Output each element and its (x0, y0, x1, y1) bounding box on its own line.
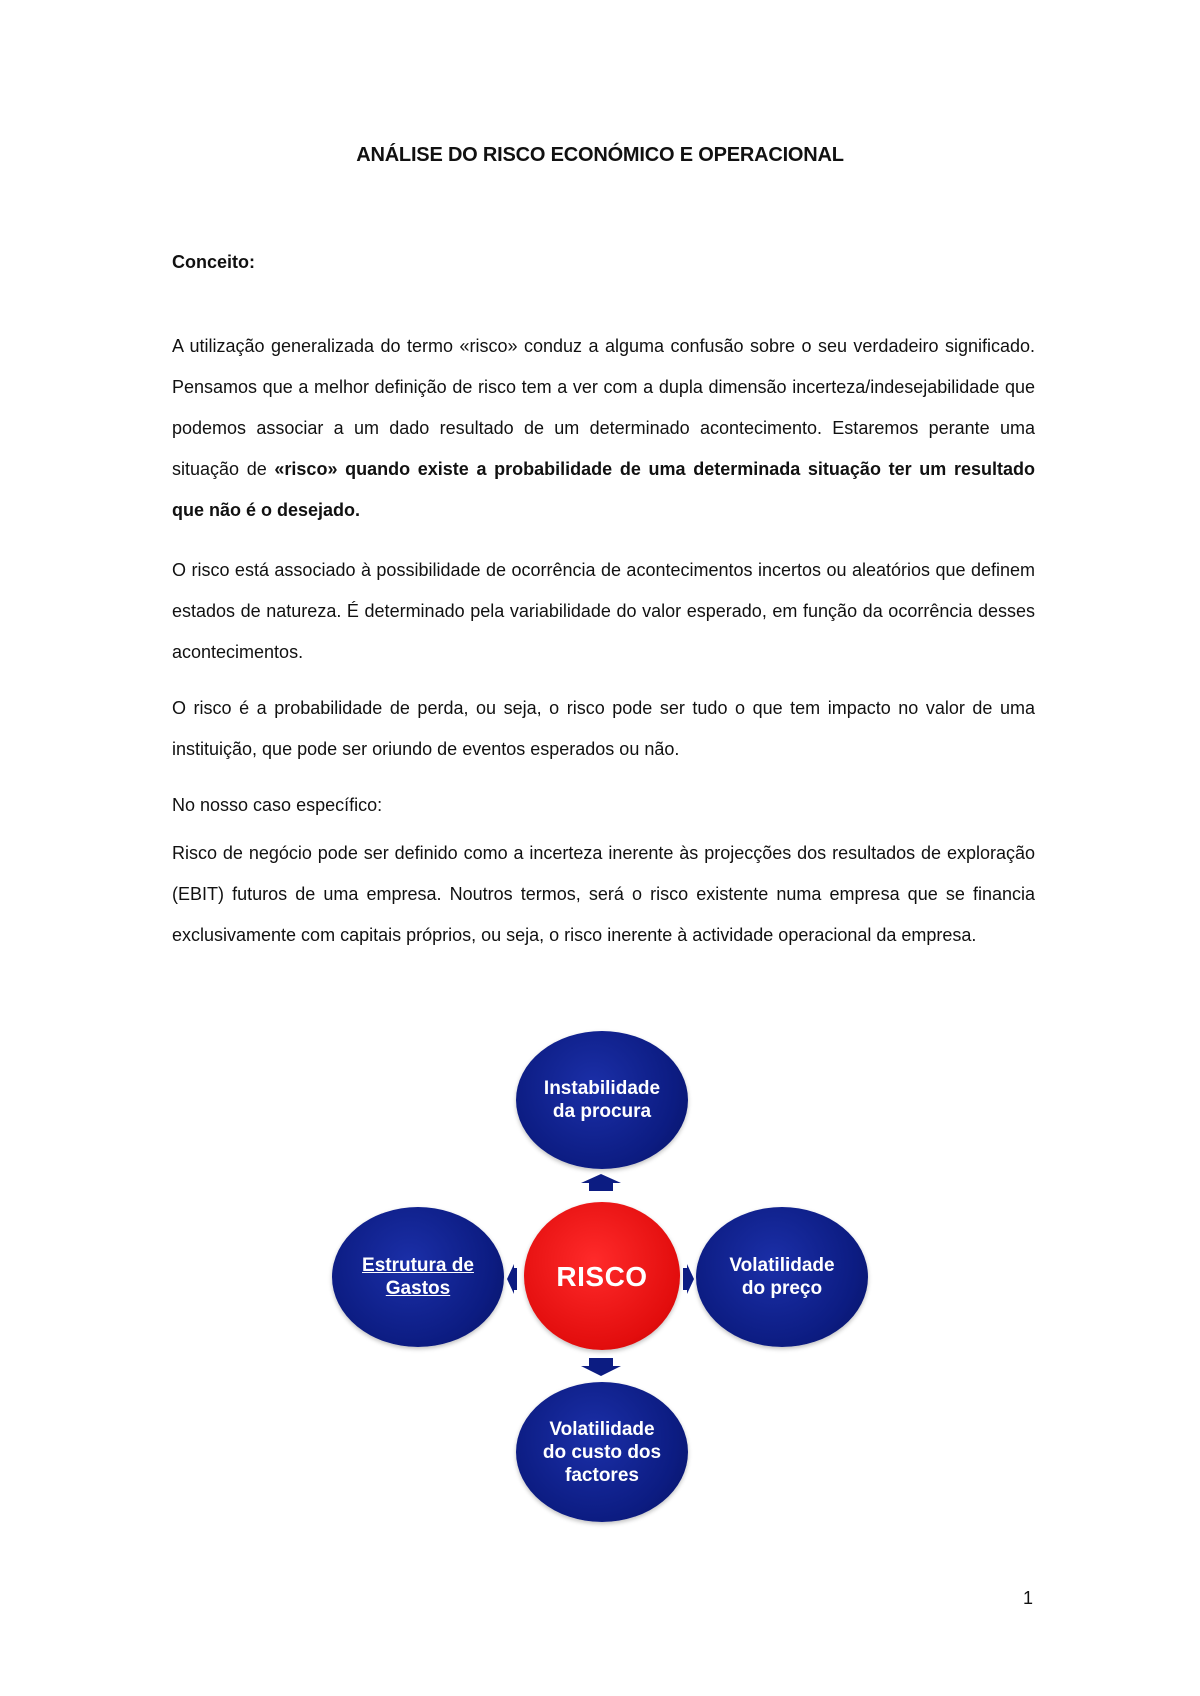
arrow-down-icon (581, 1366, 621, 1376)
circle-estrutura-gastos (332, 1207, 504, 1347)
document-title: ANÁLISE DO RISCO ECONÓMICO E OPERACIONAL (356, 144, 844, 166)
arrow-down-shaft (589, 1358, 613, 1366)
circle-risco (524, 1202, 680, 1350)
circle-top-line-2: da procura (552, 1101, 652, 1122)
circle-left-line-2: Gastos (385, 1278, 451, 1299)
circle-bottom-line-1: Volatilidade (549, 1418, 655, 1440)
arrow-left-shaft (513, 1268, 517, 1290)
specific-case-heading: No nosso caso específico: (172, 795, 383, 815)
circle-right-line-2: do preço (741, 1278, 823, 1299)
circle-instabilidade-procura (516, 1031, 688, 1169)
arrow-up-icon (581, 1174, 621, 1183)
paragraph-risk-association: O risco está associado à possibilidade de ocorrência de acontecimentos incertos ou aleatórios que definem estados de natureza. É determinado pela variabilidade do valor esperado, em função da ocorrência desses acontecimentos. (172, 560, 1035, 662)
circle-bottom-line-2: do custo dos (542, 1441, 662, 1463)
paragraph-business-risk: Risco de negócio pode ser definido como a incerteza inerente às projecções dos resultados de exploração (EBIT) futuros de uma empresa. Noutros termos, será o risco existente numa empresa que se financia exclusivamente com capitais próprios, ou seja, o risco inerente à actividade operacional da empresa. (172, 843, 1035, 945)
paragraph-definition-bold: «risco» quando existe a probabilidade de uma determinada situação ter um resultado que não é o desejado. (172, 459, 1035, 520)
arrow-right-shaft (683, 1268, 687, 1290)
circle-center-label: RISCO (556, 1260, 648, 1292)
paragraph-definition-text: A utilização generalizada do termo «risco» conduz a alguma confusão sobre o seu verdadeiro significado. Pensamos que a melhor definição de risco tem a ver com a dupla dimensão incerteza/indesejabilidade que podemos associar a um dado resultado de um determinado acontecimento. Estaremos perante uma situação de (172, 336, 1035, 479)
circle-right-line-1: Volatilidade (729, 1255, 835, 1276)
circle-volatilidade-custo (516, 1382, 688, 1522)
paragraph-risk-probability: O risco é a probabilidade de perda, ou seja, o risco pode ser tudo o que tem impacto no valor de uma instituição, que pode ser oriundo de eventos esperados ou não. (172, 698, 1035, 759)
circle-bottom-line-3: factores (565, 1464, 639, 1486)
circle-volatilidade-preco (696, 1207, 868, 1347)
page-number: 1 (1022, 1588, 1033, 1608)
risk-diagram (320, 1025, 880, 1545)
circle-left-line-1: Estrutura de (362, 1255, 474, 1276)
paragraph-definition (172, 326, 1035, 531)
circle-top-line-1: Instabilidade (543, 1078, 661, 1099)
arrow-right-icon (687, 1264, 694, 1294)
concept-heading: Conceito: (172, 252, 255, 272)
arrow-up-shaft (589, 1183, 613, 1191)
